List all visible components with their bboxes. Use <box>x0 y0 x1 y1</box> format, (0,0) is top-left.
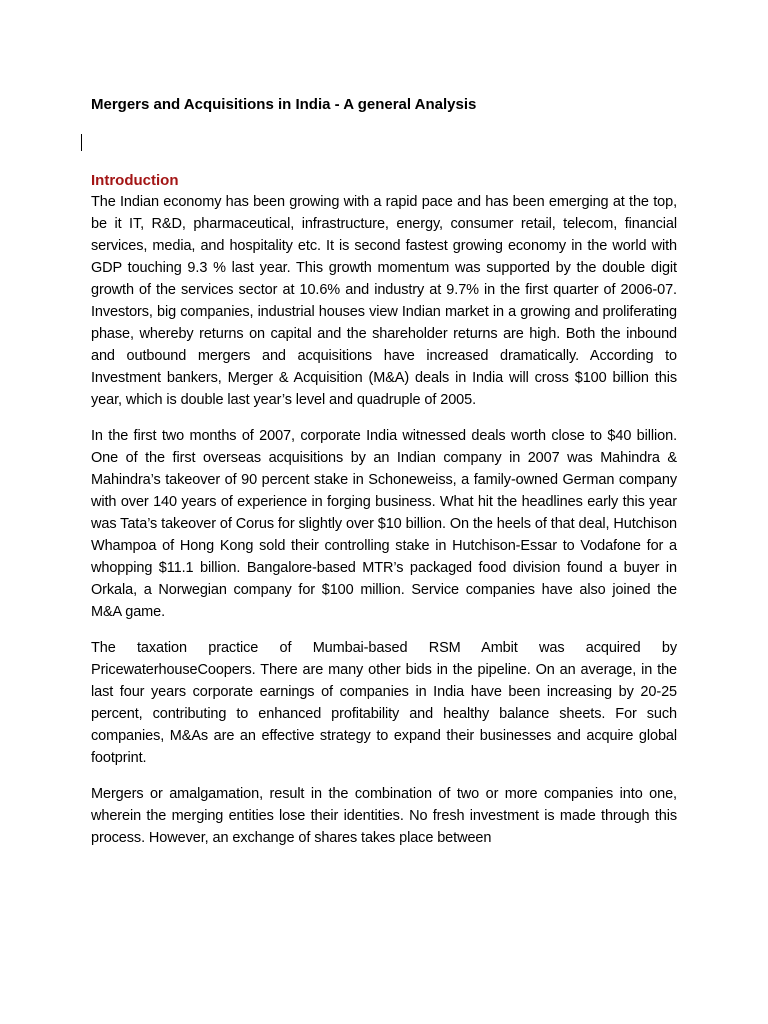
paragraph-2: In the first two months of 2007, corporate India witnessed deals worth close to $40 billion. One of the first overseas acquisitions by an Indian company in 2007 was Mahindra & Mahindra’s takeover of 90 percent stake in Schoneweiss, a family-owned German company with over 140 years of experience in forging business. What hit the headlines early this year was Tata’s takeover of Corus for slightly over $10 billion. On the heels of that deal, Hutchison Whampoa of Hong Kong sold their controlling stake in Hutchison-Essar to Vodafone for a whopping $11.1 billion. Bangalore-based MTR’s packaged food division found a buyer in Orkala, a Norwegian company for $100 million. Service companies have also joined the M&A game. <box>91 428 677 620</box>
section-heading-introduction: Introduction <box>91 172 179 189</box>
text-cursor <box>81 134 82 151</box>
paragraph-4: Mergers or amalgamation, result in the combination of two or more companies into one, wherein the merging entities lose their identities. No fresh investment is made through this process. However, an exchange of shares takes place between <box>91 786 677 846</box>
document-body <box>91 191 677 863</box>
paragraph-3: The taxation practice of Mumbai-based RSM Ambit was acquired by PricewaterhouseCoopers. There are many other bids in the pipeline. On an average, in the last four years corporate earnings of companies in India have been increasing by 20-25 percent, contributing to enhanced profitability and healthy balance sheets. For such companies, M&As are an effective strategy to expand their businesses and acquire global footprint. <box>91 640 677 766</box>
document-title: Mergers and Acquisitions in India - A general Analysis <box>91 96 477 113</box>
paragraph-1: The Indian economy has been growing with a rapid pace and has been emerging at the top, be it IT, R&D, pharmaceutical, infrastructure, energy, consumer retail, telecom, financial services, media, and hospitality etc. It is second fastest growing economy in the world with GDP touching 9.3 % last year. This growth momentum was supported by the double digit growth of the services sector at 10.6% and industry at 9.7% in the first quarter of 2006-07. Investors, big companies, industrial houses view Indian market in a growing and proliferating phase, whereby returns on capital and the shareholder returns are high. Both the inbound and outbound mergers and acquisitions have increased dramatically. According to Investment bankers, Merger & Acquisition (M&A) deals in India will cross $100 billion this year, which is double last year’s level and quadruple of 2005. <box>91 194 677 408</box>
